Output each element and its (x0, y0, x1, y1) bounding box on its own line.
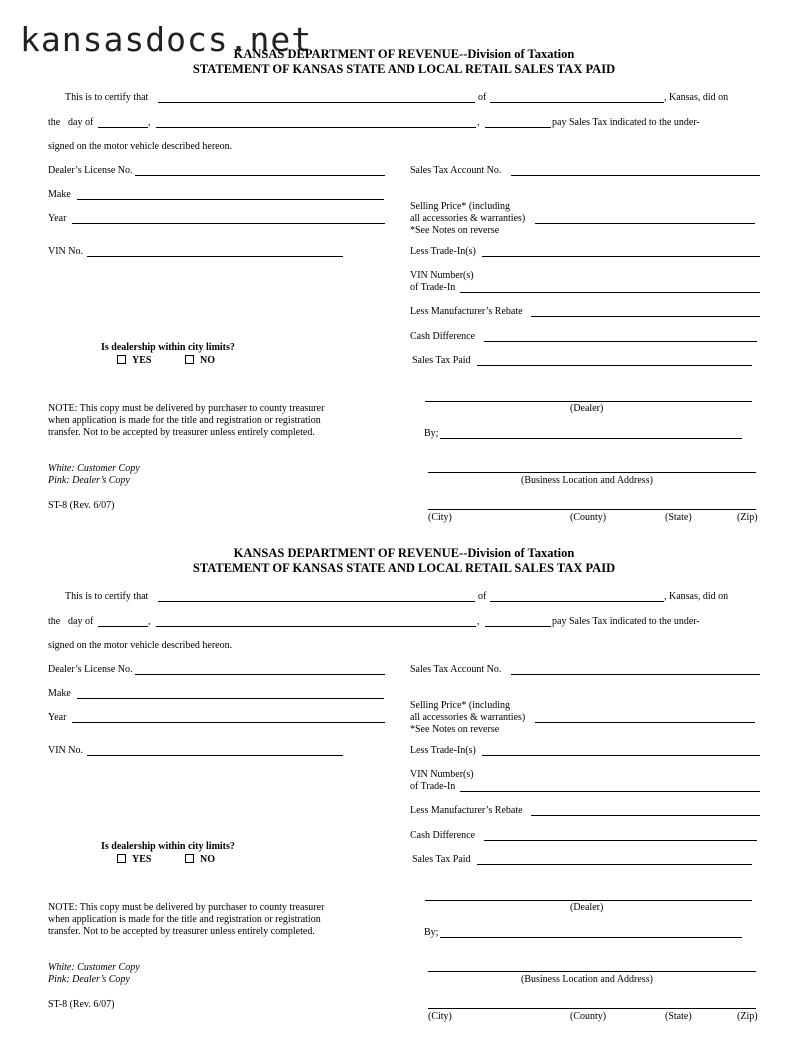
less-rebate-field[interactable] (531, 815, 760, 816)
note-line-3: transfer. Not to be accepted by treasurer unless entirely completed. (48, 427, 315, 438)
city-field[interactable] (490, 601, 664, 602)
kansas-did-on-label: , Kansas, did on (664, 92, 729, 103)
selling-price-label-2: all accessories & warranties) (410, 213, 526, 224)
year-label: Year (48, 712, 67, 723)
make-label: Make (48, 189, 71, 200)
see-notes-label: *See Notes on reverse (410, 724, 500, 735)
form-title-statement: STATEMENT OF KANSAS STATE AND LOCAL RETAIL SALES TAX PAID (192, 62, 616, 76)
purchaser-name-field[interactable] (158, 601, 475, 602)
city-limits-question: Is dealership within city limits? (101, 342, 235, 353)
vin-numbers-label-2: of Trade-In (410, 781, 456, 792)
see-notes-label: *See Notes on reverse (410, 225, 500, 236)
zip-label: (Zip) (737, 1011, 758, 1022)
white-copy-label: White: Customer Copy (48, 962, 140, 973)
sales-tax-account-field[interactable] (511, 175, 760, 176)
make-field[interactable] (77, 698, 384, 699)
pink-copy-label: Pink: Dealer’s Copy (48, 475, 130, 486)
by-signature-field[interactable] (440, 438, 742, 439)
sales-tax-paid-label: Sales Tax Paid (412, 854, 471, 865)
note-line-2: when application is made for the title and registration or registration (48, 415, 321, 426)
by-label: By; (424, 428, 439, 439)
less-rebate-label: Less Manufacturer’s Rebate (410, 306, 523, 317)
make-label: Make (48, 688, 71, 699)
purchaser-name-field[interactable] (158, 102, 475, 103)
city-limits-question: Is dealership within city limits? (101, 841, 235, 852)
business-location-label: (Business Location and Address) (521, 475, 653, 486)
day-field[interactable] (98, 127, 148, 128)
dealer-label: (Dealer) (570, 403, 604, 414)
less-trade-in-label: Less Trade-In(s) (410, 246, 476, 257)
county-label: (County) (570, 512, 607, 523)
sales-tax-paid-label: Sales Tax Paid (412, 355, 471, 366)
zip-label: (Zip) (737, 512, 758, 523)
year-field[interactable] (72, 722, 385, 723)
dealer-name-field[interactable] (156, 626, 476, 627)
amount-field[interactable] (485, 626, 551, 627)
dealer-name-field[interactable] (156, 127, 476, 128)
certify-label: This is to certify that (65, 92, 149, 103)
pink-copy-label: Pink: Dealer’s Copy (48, 974, 130, 985)
checkbox-icon (185, 854, 194, 863)
city-label: (City) (428, 512, 452, 523)
vin-field[interactable] (87, 256, 343, 257)
city-label: (City) (428, 1011, 452, 1022)
by-label: By; (424, 927, 439, 938)
sales-tax-account-field[interactable] (511, 674, 760, 675)
by-signature-field[interactable] (440, 937, 742, 938)
dealers-license-label: Dealer’s License No. (48, 664, 133, 675)
vin-trade-in-field[interactable] (460, 292, 760, 293)
of-label: of (478, 92, 487, 103)
less-trade-in-field[interactable] (482, 256, 760, 257)
day-of-label: day of (68, 117, 94, 128)
dealer-signature-field[interactable] (425, 401, 752, 402)
comma-separator: , (148, 117, 151, 128)
cash-difference-field[interactable] (484, 840, 757, 841)
less-rebate-label: Less Manufacturer’s Rebate (410, 805, 523, 816)
note-line-1: NOTE: This copy must be delivered by purchaser to county treasurer (48, 902, 325, 913)
cash-difference-field[interactable] (484, 341, 757, 342)
no-label: NO (200, 854, 215, 865)
vin-trade-in-field[interactable] (460, 791, 760, 792)
white-copy-label: White: Customer Copy (48, 463, 140, 474)
dealers-license-label: Dealer’s License No. (48, 165, 133, 176)
the-label: the (48, 117, 61, 128)
no-checkbox[interactable] (185, 854, 215, 866)
make-field[interactable] (77, 199, 384, 200)
vin-field[interactable] (87, 755, 343, 756)
certify-label: This is to certify that (65, 591, 149, 602)
sales-tax-account-label: Sales Tax Account No. (410, 664, 502, 675)
amount-field[interactable] (485, 127, 551, 128)
note-line-1: NOTE: This copy must be delivered by purchaser to county treasurer (48, 403, 325, 414)
year-field[interactable] (72, 223, 385, 224)
state-label: (State) (665, 512, 692, 523)
signed-text: signed on the motor vehicle described hereon. (48, 640, 233, 651)
no-checkbox[interactable] (185, 355, 215, 367)
yes-checkbox[interactable] (117, 355, 151, 367)
dealers-license-field[interactable] (135, 674, 385, 675)
signed-text: signed on the motor vehicle described hereon. (48, 141, 233, 152)
less-trade-in-field[interactable] (482, 755, 760, 756)
dealer-signature-field[interactable] (425, 900, 752, 901)
watermark-logo: kansasdocs.net (20, 20, 313, 59)
form-title-department: KANSAS DEPARTMENT OF REVENUE--Division of Taxation (233, 546, 575, 560)
less-rebate-field[interactable] (531, 316, 760, 317)
dealers-license-field[interactable] (135, 175, 385, 176)
selling-price-field[interactable] (535, 722, 755, 723)
yes-label: YES (132, 854, 152, 865)
city-field[interactable] (490, 102, 664, 103)
sales-tax-paid-field[interactable] (477, 365, 752, 366)
note-line-2: when application is made for the title and registration or registration (48, 914, 321, 925)
vin-numbers-label-2: of Trade-In (410, 282, 456, 293)
yes-label: YES (132, 355, 152, 366)
vin-numbers-label-1: VIN Number(s) (410, 270, 474, 281)
pay-sales-tax-label: pay Sales Tax indicated to the under- (552, 117, 700, 128)
comma-separator-2: , (477, 616, 480, 627)
form-title-department: KANSAS DEPARTMENT OF REVENUE--Division of Taxation (233, 47, 575, 61)
day-of-label: day of (68, 616, 94, 627)
county-label: (County) (570, 1011, 607, 1022)
selling-price-label-2: all accessories & warranties) (410, 712, 526, 723)
city-county-state-zip-field[interactable] (428, 1008, 756, 1009)
selling-price-label-1: Selling Price* (including (410, 700, 510, 711)
note-line-3: transfer. Not to be accepted by treasurer unless entirely completed. (48, 926, 315, 937)
the-label: the (48, 616, 61, 627)
selling-price-label-1: Selling Price* (including (410, 201, 510, 212)
sales-tax-account-label: Sales Tax Account No. (410, 165, 502, 176)
dealer-label: (Dealer) (570, 902, 604, 913)
pay-sales-tax-label: pay Sales Tax indicated to the under- (552, 616, 700, 627)
business-address-field[interactable] (428, 472, 756, 473)
form-number: ST-8 (Rev. 6/07) (48, 500, 115, 511)
less-trade-in-label: Less Trade-In(s) (410, 745, 476, 756)
form-number: ST-8 (Rev. 6/07) (48, 999, 115, 1010)
day-field[interactable] (98, 626, 148, 627)
vin-label: VIN No. (48, 745, 83, 756)
year-label: Year (48, 213, 67, 224)
kansas-did-on-label: , Kansas, did on (664, 591, 729, 602)
cash-difference-label: Cash Difference (410, 331, 476, 342)
comma-separator: , (148, 616, 151, 627)
vin-numbers-label-1: VIN Number(s) (410, 769, 474, 780)
state-label: (State) (665, 1011, 692, 1022)
business-address-field[interactable] (428, 971, 756, 972)
checkbox-icon (117, 854, 126, 863)
sales-tax-form-bottom (0, 499, 808, 1022)
of-label: of (478, 591, 487, 602)
checkbox-icon (185, 355, 194, 364)
no-label: NO (200, 355, 215, 366)
checkbox-icon (117, 355, 126, 364)
vin-label: VIN No. (48, 246, 83, 257)
selling-price-field[interactable] (535, 223, 755, 224)
cash-difference-label: Cash Difference (410, 830, 476, 841)
sales-tax-paid-field[interactable] (477, 864, 752, 865)
form-title-statement: STATEMENT OF KANSAS STATE AND LOCAL RETAIL SALES TAX PAID (192, 561, 616, 575)
business-location-label: (Business Location and Address) (521, 974, 653, 985)
yes-checkbox[interactable] (117, 854, 151, 866)
comma-separator-2: , (477, 117, 480, 128)
